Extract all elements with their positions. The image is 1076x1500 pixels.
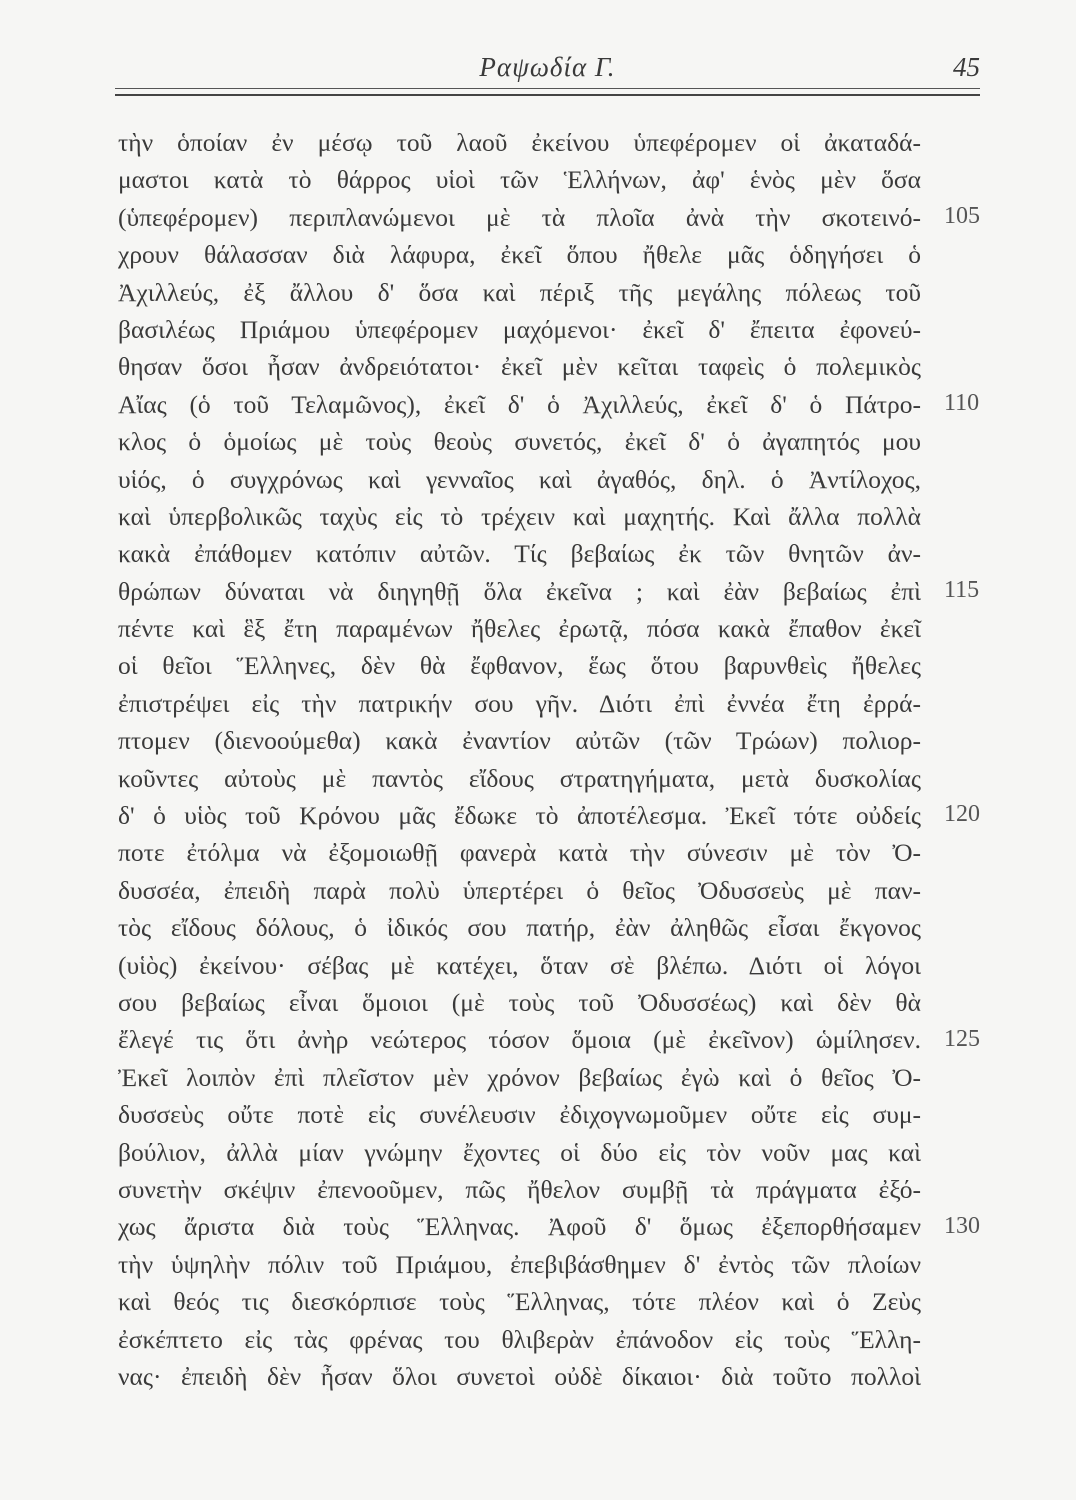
text-line: συνετὴν σκέψιν ἐπενοοῦμεν, πῶς ἤθελον συμβῇ τὰ πράγματα ἐξό- (118, 1174, 921, 1204)
text-line: τὴν ὁποίαν ἐν μέσῳ τοῦ λαοῦ ἐκείνου ὑπεφέρομεν οἱ ἀκαταδά- (118, 128, 921, 157)
text-line: Ἀχιλλεύς, ἐξ ἄλλου δ' ὅσα καὶ πέριξ τῆς μεγάλης πόλεως τοῦ (118, 277, 921, 307)
verse-number: 120 (944, 801, 980, 828)
text-line: μαστοι κατὰ τὸ θάρρος υἱοὶ τῶν Ἑλλήνων, ἀφ' ἑνὸς μὲν ὅσα (118, 165, 921, 195)
page-number: 45 (953, 52, 980, 82)
text-line: βασιλέως Πριάμου ὑπεφέρομεν μαχόμενοι· ἐκεῖ δ' ἔπειτα ἐφονεύ- (118, 314, 921, 344)
text-line: (ὑπεφέρομεν) περιπλανώμενοι μὲ τὰ πλοῖα ἀνὰ τὴν σκοτεινό- (118, 202, 921, 232)
text-line: χρουν θάλασσαν διὰ λάφυρα, ἐκεῖ ὅπου ἤθελε μᾶς ὁδηγήσει ὁ (118, 240, 921, 270)
text-line: υἱός, ὁ συγχρόνως καὶ γενναῖος καὶ ἀγαθός, δηλ. ὁ Ἀντίλοχος, (118, 464, 921, 494)
text-line: πτομεν (διενοούμεθα) κακὰ ἐναντίον αὐτῶν (τῶν Τρώων) πολιορ- (118, 726, 921, 756)
text-line: θησαν ὅσοι ἦσαν ἀνδρειότατοι· ἐκεῖ μὲν κεῖται ταφεὶς ὁ πολεμικὸς (118, 352, 921, 382)
text-line: σου βεβαίως εἶναι ὅμοιοι (μὲ τοὺς τοῦ Ὀδυσσέως) καὶ δὲν θὰ (118, 987, 921, 1017)
text-line: δ' ὁ υἱὸς τοῦ Κρόνου μᾶς ἔδωκε τὸ ἀποτέλεσμα. Ἐκεῖ τότε οὐδείς (118, 801, 921, 831)
text-line: βούλιον, ἀλλὰ μίαν γνώμην ἔχοντες οἱ δύο εἰς τὸν νοῦν μας καὶ (118, 1137, 921, 1167)
text-line: πέντε καὶ ἓξ ἔτη παραμένων ἤθελες ἐρωτᾷ, πόσα κακὰ ἔπαθον ἐκεῖ (118, 614, 921, 644)
text-line: νας· ἐπειδὴ δὲν ἦσαν ὅλοι συνετοὶ οὐδὲ δίκαιοι· διὰ τοῦτο πολλοὶ (118, 1361, 921, 1391)
text-line: θρώπων δύναται νὰ διηγηθῇ ὅλα ἐκεῖνα ; καὶ ἐὰν βεβαίως ἐπὶ (118, 576, 921, 606)
text-line: (υἱὸς) ἐκείνου· σέβας μὲ κατέχει, ὅταν σὲ βλέπω. Διότι οἱ λόγοι (118, 950, 921, 980)
text-line: κλος ὁ ὁμοίως μὲ τοὺς θεοὺς συνετός, ἐκεῖ δ' ὁ ἀγαπητός μου (118, 427, 921, 457)
text-line: ἐσκέπτετο εἰς τὰς φρένας του θλιβερὰν ἐπάνοδον εἰς τοὺς Ἕλλη- (118, 1324, 921, 1354)
text-line: ἔλεγέ τις ὅτι ἀνὴρ νεώτερος τόσον ὅμοια (μὲ ἐκεῖνον) ὡμίλησεν. (118, 1025, 921, 1055)
verse-number: 105 (944, 202, 980, 229)
chapter-title: Ραψωδία Γ. (479, 52, 616, 82)
text-line: καὶ θεός τις διεσκόρπισε τοὺς Ἕλληνας, τότε πλέον καὶ ὁ Ζεὺς (118, 1287, 921, 1317)
text-line: ἐπιστρέψει εἰς τὴν πατρικήν σου γῆν. Διότι ἐπὶ ἐννέα ἔτη ἐρρά- (118, 688, 921, 718)
verse-number: 130 (944, 1212, 980, 1239)
verse-number: 115 (944, 576, 980, 603)
text-line: δυσσεὺς οὔτε ποτὲ εἰς συνέλευσιν ἐδιχογνωμοῦμεν οὔτε εἰς συμ- (118, 1100, 921, 1130)
body-text (118, 124, 921, 1395)
text-line: τὴν ὑψηλὴν πόλιν τοῦ Πριάμου, ἐπεβιβάσθημεν δ' ἐντὸς τῶν πλοίων (118, 1249, 921, 1279)
verse-number: 110 (944, 389, 980, 416)
text-line: δυσσέα, ἐπειδὴ παρὰ πολὺ ὑπερτέρει ὁ θεῖος Ὀδυσσεὺς μὲ παν- (118, 875, 921, 905)
running-head (115, 48, 980, 88)
text-line: ποτε ἐτόλμα νὰ ἐξομοιωθῇ φανερὰ κατὰ τὴν σύνεσιν μὲ τὸν Ὀ- (118, 838, 921, 868)
text-line: κακὰ ἐπάθομεν κατόπιν αὐτῶν. Τίς βεβαίως ἐκ τῶν θνητῶν ἀν- (118, 539, 921, 569)
text-line: Αἴας (ὁ τοῦ Τελαμῶνος), ἐκεῖ δ' ὁ Ἀχιλλεύς, ἐκεῖ δ' ὁ Πάτρο- (118, 389, 921, 419)
text-line: Ἐκεῖ λοιπὸν ἐπὶ πλεῖστον μὲν χρόνον βεβαίως ἐγὼ καὶ ὁ θεῖος Ὀ- (118, 1062, 921, 1092)
text-line: χως ἄριστα διὰ τοὺς Ἕλληνας. Ἀφοῦ δ' ὅμως ἐξεπορθήσαμεν (118, 1212, 921, 1242)
text-line: τὸς εἴδους δόλους, ὁ ἰδικός σου πατήρ, ἐὰν ἀληθῶς εἶσαι ἔκγονος (118, 913, 921, 943)
header-double-rule (115, 88, 980, 96)
text-line: οἱ θεῖοι Ἕλληνες, δὲν θὰ ἔφθανον, ἕως ὅτου βαρυνθεὶς ἤθελες (118, 651, 921, 681)
text-line: καὶ ὑπερβολικῶς ταχὺς εἰς τὸ τρέχειν καὶ μαχητής. Καὶ ἄλλα πολλὰ (118, 501, 921, 531)
verse-number: 125 (944, 1025, 980, 1052)
text-line: κοῦντες αὐτοὺς μὲ παντὸς εἴδους στρατηγήματα, μετὰ δυσκολίας (118, 763, 921, 793)
